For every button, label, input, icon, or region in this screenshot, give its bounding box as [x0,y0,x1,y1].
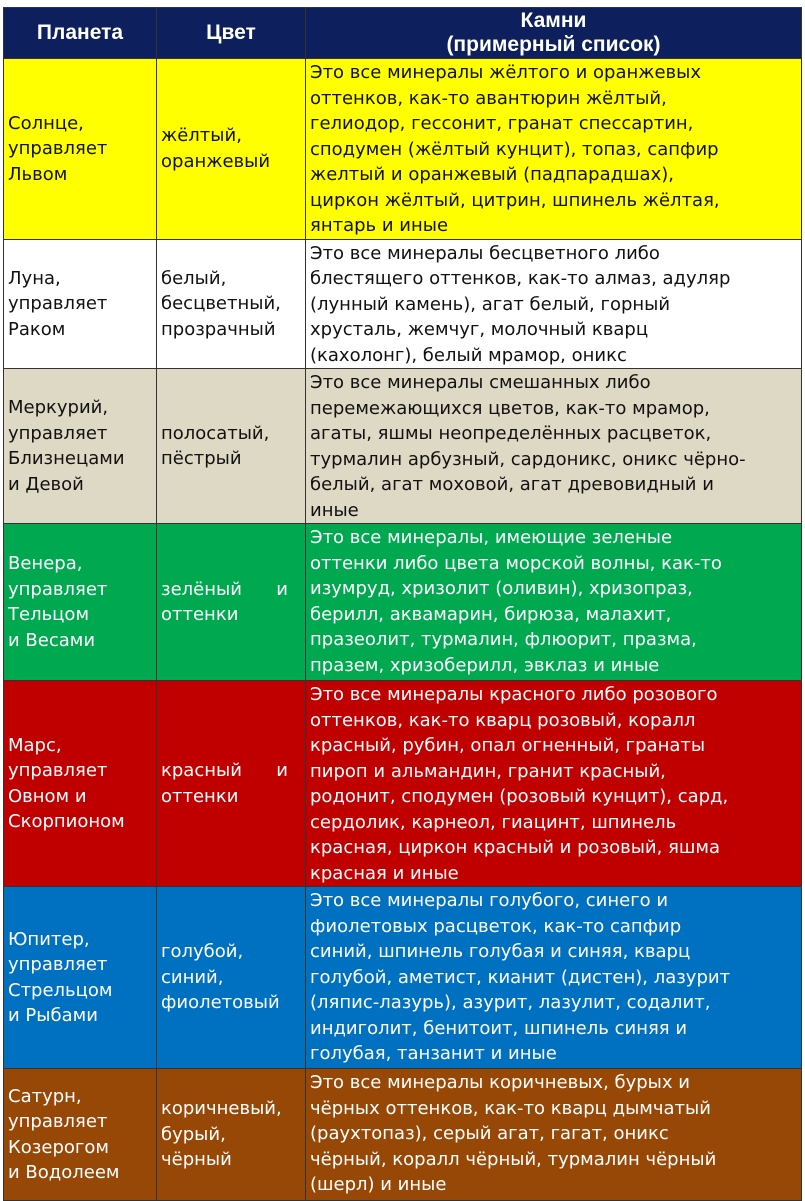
planet-cell: Меркурий, управляет Близнецами и Девой [4,369,157,524]
table-row [4,681,802,887]
stones-cell: Это все минералы бесцветного либо блестящего оттенков, как-то алмаз, адуляр (лунный камень), агат белый, горный хрусталь, жемчуг, молочный кварц (кахолонг), белый мрамор, оникс [306,239,802,369]
planet-cell: Юпитер, управляет Стрельцом и Рыбами [4,887,157,1069]
stones-cell: Это все минералы голубого, синего и фиолетовых расцветок, как-то сапфир синий, шпинель голубая и синяя, кварц голубой, аметист, кианит (дистен), лазурит (ляпис-лазурь), азурит, лазулит, содалит, индиголит, бенитоит, шпинель синяя и голубая, танзанит и иные [306,887,802,1069]
color-cell: зелёный и оттенки [157,524,306,681]
table-row [4,59,802,240]
header-row [4,8,802,59]
header-stones: Камни (примерный список) [306,8,802,59]
color-cell: полосатый, пёстрый [157,369,306,524]
color-cell: красный и оттенки [157,681,306,887]
table-row [4,239,802,369]
header-planet: Планета [4,8,157,59]
table-row [4,1069,802,1201]
stones-cell: Это все минералы жёлтого и оранжевых оттенков, как-то авантюрин жёлтый, гелиодор, гессонит, гранат спессартин, сподумен (жёлтый кунцит), топаз, сапфир желтый и оранжевый (падпарадшах), циркон жёлтый, цитрин, шпинель жёлтая, янтарь и иные [306,59,802,240]
color-cell: белый, бесцветный, прозрачный [157,239,306,369]
table-row [4,524,802,681]
stones-cell: Это все минералы красного либо розового оттенков, как-то кварц розовый, коралл красный, рубин, опал огненный, гранаты пироп и альмандин, гранит красный, родонит, сподумен (розовый кунцит), сард, сердолик, карнеол, гиацинт, шпинель красная, циркон красный и розовый, яшма красная и иные [306,681,802,887]
table-row [4,369,802,524]
table-row [4,887,802,1069]
stones-cell: Это все минералы, имеющие зеленые оттенки либо цвета морской волны, как-то изумруд, хризолит (оливин), хризопраз, берилл, аквамарин, бирюза, малахит, празеолит, турмалин, флюорит, празма, празем, хризоберилл, эвклаз и иные [306,524,802,681]
planet-cell: Луна, управляет Раком [4,239,157,369]
header-color: Цвет [157,8,306,59]
stones-cell: Это все минералы смешанных либо перемежающихся цветов, как-то мрамор, агаты, яшмы неопределённых расцветок, турмалин арбузный, сардоникс, оникс чёрно- белый, агат моховой, агат древовидный и иные [306,369,802,524]
planet-cell: Солнце, управляет Львом [4,59,157,240]
planet-cell: Сатурн, управляет Козерогом и Водолеем [4,1069,157,1201]
planet-cell: Марс, управляет Овном и Скорпионом [4,681,157,887]
color-cell: коричневый, бурый, чёрный [157,1069,306,1201]
color-cell: голубой, синий, фиолетовый [157,887,306,1069]
color-cell: жёлтый, оранжевый [157,59,306,240]
planet-cell: Венера, управляет Тельцом и Весами [4,524,157,681]
stones-cell: Это все минералы коричневых, бурых и чёрных оттенков, как-то кварц дымчатый (раухтопаз), серый агат, гагат, оникс чёрный, коралл чёрный, турмалин чёрный (шерл) и иные [306,1069,802,1201]
gemstones-table [3,7,802,1201]
